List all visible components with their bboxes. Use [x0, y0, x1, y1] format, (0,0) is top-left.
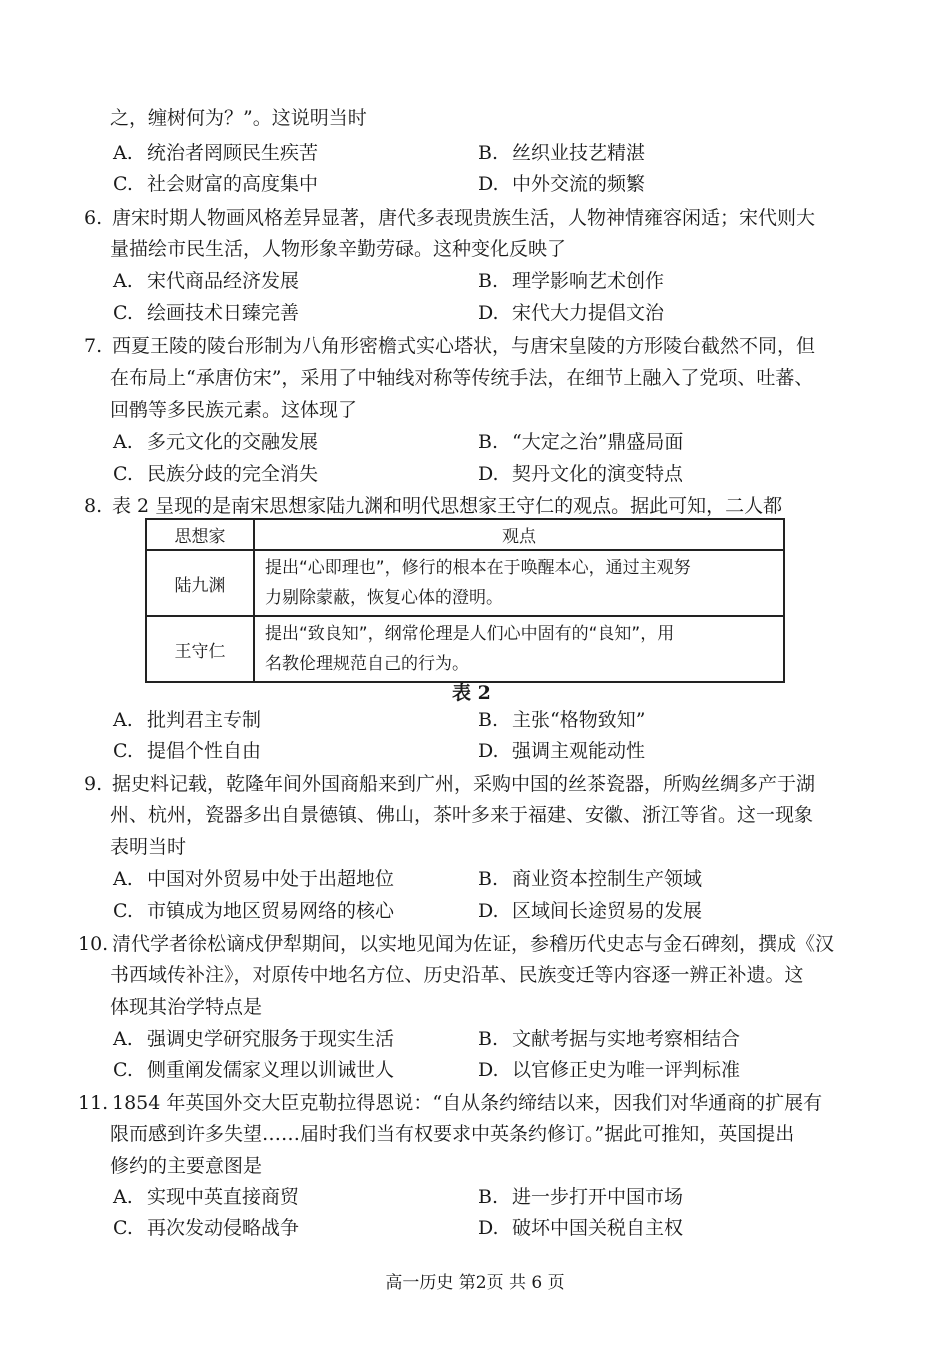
q8-option-b: B. 主张“格物致知” [478, 709, 646, 731]
q8-option-d: D. 强调主观能动性 [478, 740, 646, 762]
table-header-view: 观点 [254, 519, 784, 550]
q7-option-b: B. “大定之治”鼎盛局面 [478, 431, 684, 453]
q8-option-c: C. 提倡个性自由 [113, 740, 262, 762]
q5-stem-continued: 之，缠树何为？”。这说明当时 [110, 107, 367, 129]
q5-option-a: A. 统治者罔顾民生疾苦 [113, 142, 319, 164]
table-cell-name: 陆九渊 [146, 550, 254, 616]
q7-stem-line1: 7. 西夏王陵的陵台形制为八角形密檐式实心塔状，与唐宋皇陵的方形陵台截然不同，但 [84, 335, 816, 357]
table-cell-name: 王守仁 [146, 616, 254, 682]
q8-stem-line1: 8. 表 2 呈现的是南宋思想家陆九渊和明代思想家王守仁的观点。据此可知，二人都 [84, 495, 783, 517]
q11-stem-line2: 限而感到许多失望……届时我们当有权要求中英条约修订。”据此可推知，英国提出 [110, 1123, 795, 1145]
q5-option-b: B. 丝织业技艺精湛 [478, 142, 646, 164]
table-cell-view: 提出“心即理也”，修行的根本在于唤醒本心，通过主观努 力剔除蒙蔽，恢复心体的澄明。 [254, 550, 784, 616]
q11-option-d: D. 破坏中国关税自主权 [478, 1217, 684, 1239]
q10-option-b: B. 文献考据与实地考察相结合 [478, 1028, 741, 1050]
q11-option-b: B. 进一步打开中国市场 [478, 1186, 684, 1208]
q10-stem-line3: 体现其治学特点是 [110, 996, 263, 1018]
q5-option-c: C. 社会财富的高度集中 [113, 173, 319, 195]
q7-stem-line3: 回鹘等多民族元素。这体现了 [110, 399, 358, 421]
q9-option-a: A. 中国对外贸易中处于出超地位 [113, 868, 395, 890]
q6-option-d: D. 宋代大力提倡文治 [478, 302, 665, 324]
table-caption: 表 2 [452, 682, 491, 704]
thinkers-table [145, 518, 785, 683]
q5-option-d: D. 中外交流的频繁 [478, 173, 646, 195]
table-cell-view: 提出“致良知”，纲常伦理是人们心中固有的“良知”，用 名教伦理规范自己的行为。 [254, 616, 784, 682]
table-header-row [146, 519, 784, 550]
q7-option-a: A. 多元文化的交融发展 [113, 431, 319, 453]
q6-option-c: C. 绘画技术日臻完善 [113, 302, 300, 324]
q9-stem-line3: 表明当时 [110, 836, 187, 858]
q6-option-a: A. 宋代商品经济发展 [113, 270, 300, 292]
q6-stem-line2: 量描绘市民生活，人物形象辛勤劳碌。这种变化反映了 [110, 238, 567, 260]
q11-stem-line3: 修约的主要意图是 [110, 1155, 263, 1177]
table-header-thinker: 思想家 [146, 519, 254, 550]
q9-option-b: B. 商业资本控制生产领域 [478, 868, 703, 890]
q6-option-b: B. 理学影响艺术创作 [478, 270, 665, 292]
q9-option-c: C. 市镇成为地区贸易网络的核心 [113, 900, 395, 922]
q10-option-c: C. 侧重阐发儒家义理以训诫世人 [113, 1059, 395, 1081]
q8-option-a: A. 批判君主专制 [113, 709, 262, 731]
q10-stem-line2: 书西域传补注》，对原传中地名方位、历史沿革、民族变迁等内容逐一辨正补遗。这 [110, 964, 804, 986]
q9-stem-line1: 9. 据史料记载，乾隆年间外国商船来到广州，采购中国的丝茶瓷器，所购丝绸多产于湖 [84, 773, 816, 795]
q10-option-a: A. 强调史学研究服务于现实生活 [113, 1028, 395, 1050]
q7-option-c: C. 民族分歧的完全消失 [113, 463, 319, 485]
q6-stem-line1: 6. 唐宋时期人物画风格差异显著，唐代多表现贵族生活，人物神情雍容闲适；宋代则大 [84, 207, 816, 229]
q10-stem-line1: 10. 清代学者徐松谪戍伊犁期间，以实地见闻为佐证，参稽历代史志与金石碑刻，撰成《汉 [78, 933, 835, 955]
q10-option-d: D. 以官修正史为唯一评判标准 [478, 1059, 741, 1081]
table-row [146, 550, 784, 616]
q11-option-a: A. 实现中英直接商贸 [113, 1186, 300, 1208]
q9-stem-line2: 州、杭州，瓷器多出自景德镇、佛山，茶叶多来于福建、安徽、浙江等省。这一现象 [110, 804, 814, 826]
q11-stem-line1: 11. 1854 年英国外交大臣克勒拉得恩说：“自从条约缔结以来，因我们对华通商的扩展有 [78, 1092, 823, 1114]
q7-option-d: D. 契丹文化的演变特点 [478, 463, 684, 485]
q7-stem-line2: 在布局上“承唐仿宋”，采用了中轴线对称等传统手法，在细节上融入了党项、吐蕃、 [110, 367, 814, 389]
page-footer: 高一历史 第2页 共 6 页 [385, 1273, 565, 1293]
table-row [146, 616, 784, 682]
q9-option-d: D. 区域间长途贸易的发展 [478, 900, 703, 922]
q11-option-c: C. 再次发动侵略战争 [113, 1217, 300, 1239]
